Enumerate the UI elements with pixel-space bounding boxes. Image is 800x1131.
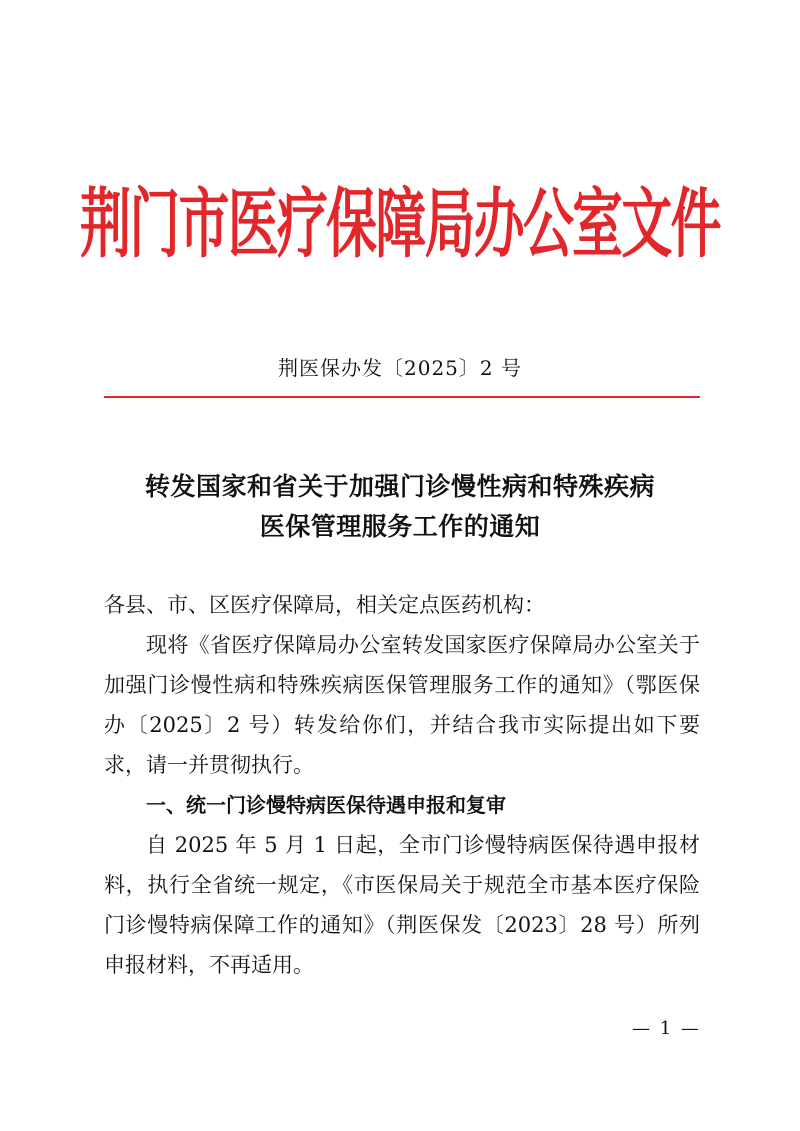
document-number: 荆医保办发〔2025〕2 号 [278,356,522,380]
page-number: — 1 — [632,1018,701,1039]
salutation: 各县、市、区医疗保障局，相关定点医药机构： [104,593,545,617]
body-paragraph-1: 现将《省医疗保障局办公室转发国家医疗保障局办公室关于加强门诊慢性病和特殊疾病医保管理服务工作的通知》（鄂医保办〔2025〕2 号）转发给你们，并结合我市实际提出如下要求，请一并贯彻执行。 [104,633,700,777]
subject-line-1: 转发国家和省关于加强门诊慢性病和特殊疾病 [144,472,655,501]
header-divider [104,396,700,398]
document-subject [0,467,800,547]
subject-line-2: 医保管理服务工作的通知 [259,512,541,541]
body-paragraph-2: 自 2025 年 5 月 1 日起，全市门诊慢特病医保待遇申报材料，执行全省统一规定，《市医保局关于规范全市基本医疗保险门诊慢特病保障工作的通知》（荆医保发〔2023〕28 号）所列申报材料，不再适用。 [104,833,700,977]
section-heading-1: 一、统一门诊慢特病医保待遇申报和复审 [146,793,506,817]
document-header-title: 荆门市医疗保障局办公室文件 [80,179,720,269]
